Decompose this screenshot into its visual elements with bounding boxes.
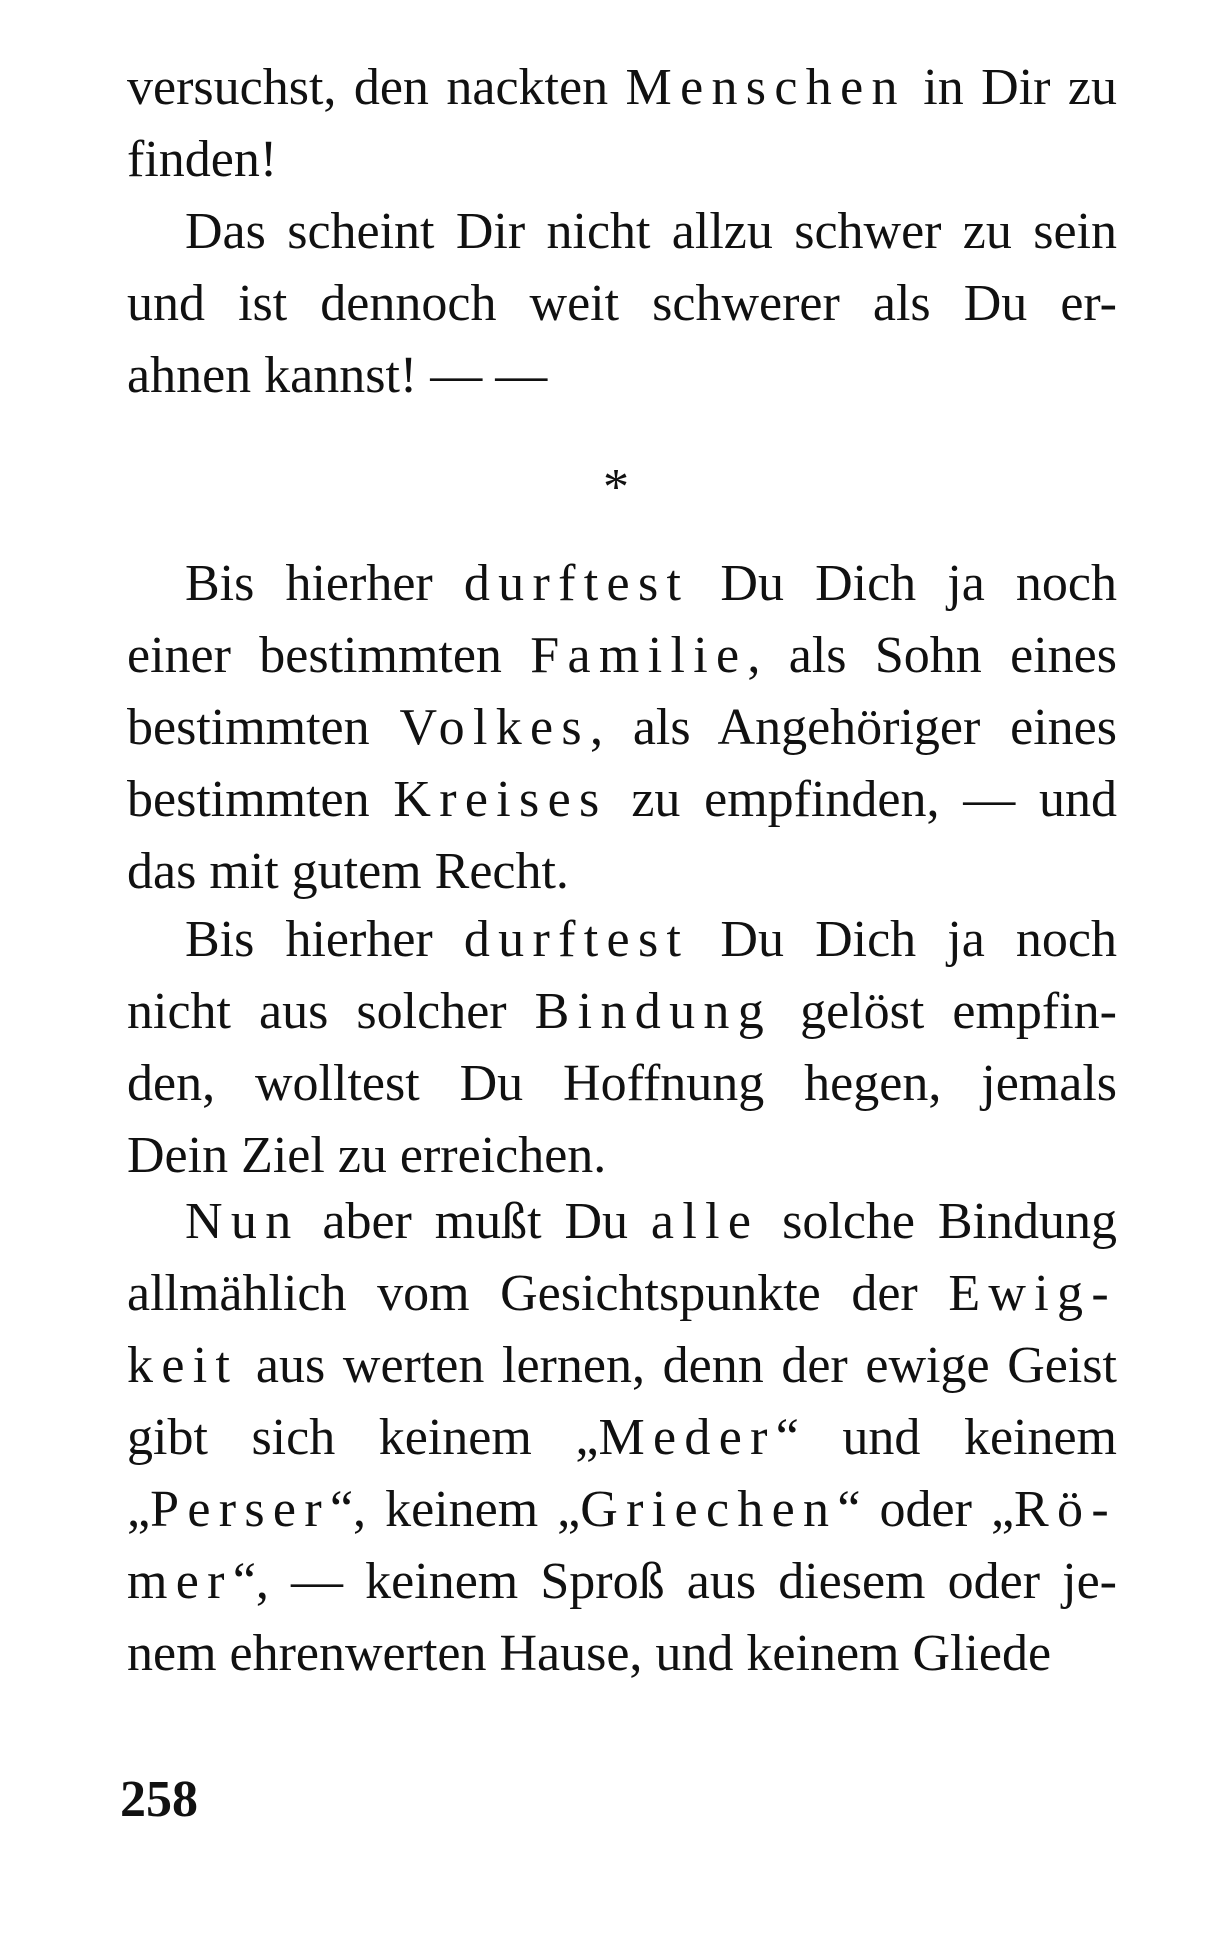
text-line: nem ehrenwerten Hause, und keinem Gliede (127, 1625, 1052, 1682)
spaced-emphasis: Rö- (1014, 1481, 1117, 1538)
text-line: mer“, — keinem Sproß aus diesem oder je- (127, 1553, 1117, 1610)
text-line: Dein Ziel zu erreichen. (127, 1127, 607, 1184)
spaced-emphasis: Ewig- (948, 1265, 1117, 1322)
text-line: einer bestimmten Familie, als Sohn eines (127, 627, 1117, 684)
spaced-emphasis: alle (650, 1193, 760, 1250)
paragraph-4 (127, 1186, 1117, 1690)
spaced-emphasis: durftest (463, 555, 690, 612)
section-separator: * (603, 459, 629, 516)
spaced-emphasis: durftest (463, 911, 690, 968)
paragraph-3 (127, 904, 1117, 1192)
spaced-emphasis: Menschen (625, 59, 906, 116)
spaced-emphasis: Familie (530, 627, 748, 684)
text-line: finden! (127, 131, 278, 188)
spaced-emphasis: Perser (150, 1481, 330, 1538)
page-number: 258 (120, 1771, 198, 1828)
text-line: den, wolltest Du Hoffnung hegen, jemals (127, 1055, 1117, 1112)
spaced-emphasis: mer (127, 1553, 233, 1610)
text-line: allmählich vom Gesichtspunkte der Ewig- (127, 1265, 1117, 1322)
text-line: ahnen kannst! — — (127, 347, 548, 404)
text-line: und ist dennoch weit schwerer als Du er- (127, 275, 1117, 332)
spaced-emphasis: Nun (185, 1193, 300, 1250)
paragraph-2 (127, 548, 1117, 908)
spaced-emphasis: Bindung (534, 983, 773, 1040)
text-line: Bis hierher durftest Du Dich ja noch (185, 911, 1117, 968)
text-line: gibt sich keinem „Meder“ und keinem (127, 1409, 1117, 1466)
text-line: versuchst, den nackten Menschen in Dir zu (127, 59, 1117, 116)
text-line: das mit gutem Recht. (127, 843, 569, 900)
spaced-emphasis: Kreises (393, 771, 608, 828)
text-line: Das scheint Dir nicht allzu schwer zu sein (185, 203, 1117, 260)
spaced-emphasis: Griechen (580, 1481, 838, 1538)
text-line: „Perser“, keinem „Griechen“ oder „Rö- (127, 1481, 1117, 1538)
paragraph-top (127, 52, 1117, 196)
text-line: keit aus werten lernen, denn der ewige Geist (127, 1337, 1117, 1394)
text-line: Bis hierher durftest Du Dich ja noch (185, 555, 1117, 612)
text-line: nicht aus solcher Bindung gelöst empfin- (127, 983, 1118, 1040)
paragraph-1 (127, 196, 1117, 412)
text-line: bestimmten Volkes, als Angehöriger eines (127, 699, 1117, 756)
spaced-emphasis: keit (127, 1337, 239, 1394)
spaced-emphasis: Volkes (399, 699, 590, 756)
spaced-emphasis: Meder (598, 1409, 776, 1466)
text-line: bestimmten Kreises zu empfinden, — und (127, 771, 1117, 828)
text-line: Nun aber mußt Du alle solche Bindung (185, 1193, 1117, 1250)
